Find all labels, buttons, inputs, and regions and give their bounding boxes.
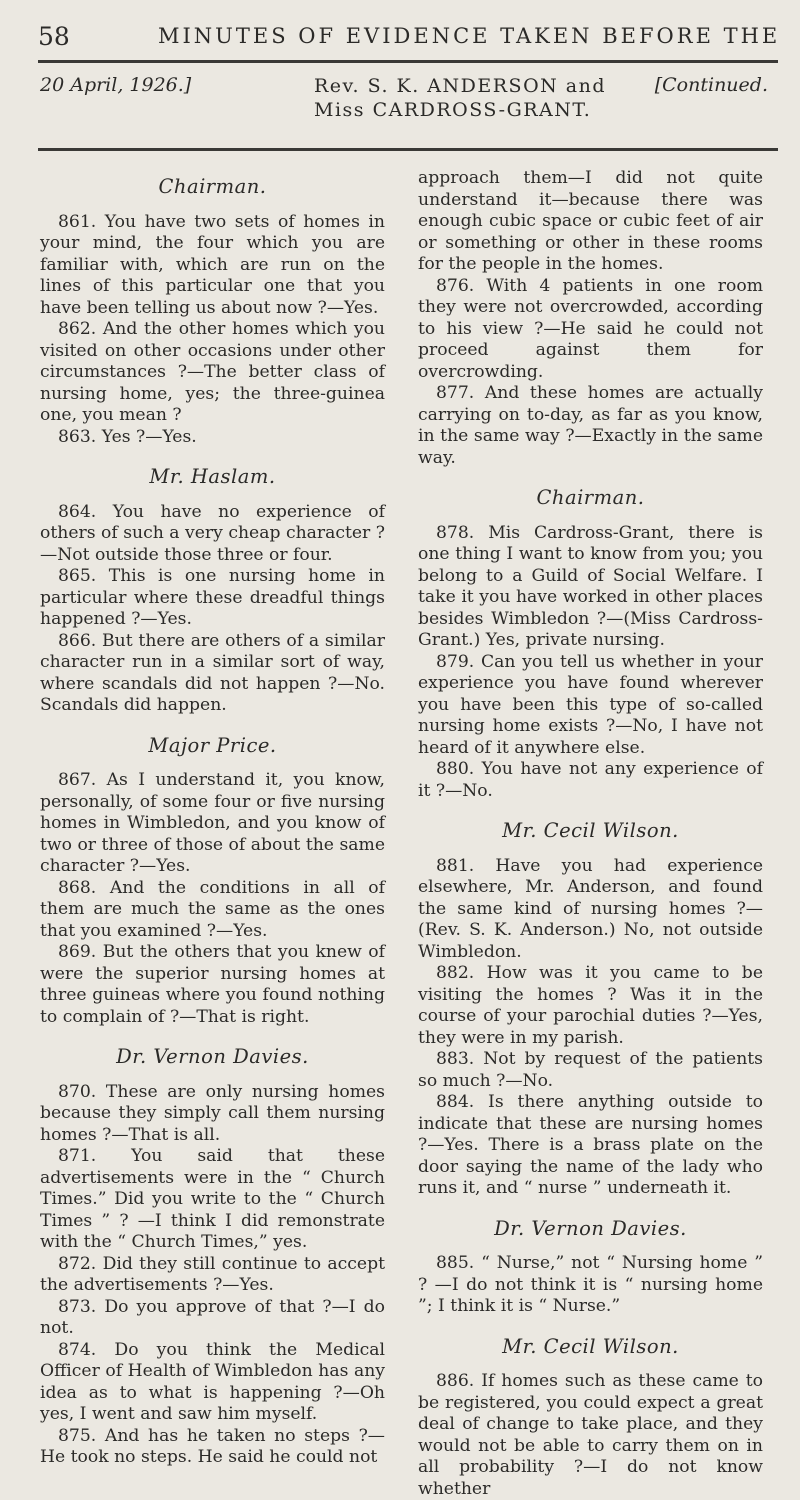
page-number: 58 [38,22,70,51]
qa-paragraph: 870. These are only nursing homes because they simply call them nursing homes ?—That is all. [40,1081,385,1145]
speaker-heading: Major Price. [148,733,277,757]
speaker-heading: Mr. Cecil Wilson. [502,1334,679,1358]
qa-paragraph: 863. Yes ?—Yes. [58,426,197,447]
qa-paragraph: 876. With 4 patients in one room they were not overcrowded, according to his view ?—He said he could not proceed against them for overcrowding. [418,275,763,382]
continued-label: [Continued. [654,74,768,96]
qa-paragraph: 874. Do you think the Medical Officer of Health of Wimbledon has any idea as to what is happening ?—Oh yes, I went and saw him myself. [40,1339,385,1424]
running-title: MINUTES OF EVIDENCE TAKEN BEFORE THE [158,24,781,48]
witness-line-2: Miss CARDROSS-GRANT. [314,99,592,121]
qa-paragraph: 886. If homes such as these came to be registered, you could expect a great deal of change to take place, and they would not be able to carry them on in all probability ?—I do not know whether [418,1371,763,1499]
header-rule [38,60,778,63]
speaker-heading: Chairman. [158,175,267,198]
qa-paragraph: 879. Can you tell us whether in your experience you have found wherever you have been this type of so-called nursing home exists ?—No, I have not heard of it anywhere else. [418,651,763,758]
qa-paragraph: 885. “ Nurse,” not “ Nursing home ” ? —I do not think it is “ nursing home ”; I think it is “ Nurse.” [418,1253,763,1316]
qa-paragraph: 867. As I understand it, you know, personally, of some four or five nursing homes in Wimbledon, and you know of two or three of those of about the same character ?—Yes. [40,770,385,876]
qa-paragraph: 871. You said that these advertisements were in the “ Church Times.” Did you write to the “ Church Times ” ? —I think I did remonstrate with the “ Church Times,” yes. [40,1146,385,1252]
speaker-heading: Chairman. [536,486,645,509]
qa-paragraph: 880. You have not any experience of it ?—No. [418,759,763,801]
qa-paragraph: 861. You have two sets of homes in your mind, the four which you are familiar with, which are run on the lines of this particular one that you have been telling us about now ?—Yes. [40,211,385,318]
qa-paragraph: 883. Not by request of the patients so much ?—No. [418,1049,763,1091]
speaker-heading: Dr. Vernon Davies. [116,1045,309,1068]
qa-paragraph: 862. And the other homes which you visited on other occasions under other circumstances ?—The better class of nursing home, yes; the three-guinea one, you mean ? [40,319,385,425]
qa-paragraph: 875. And has he taken no steps ?—He took no steps. He said he could not [40,1425,385,1467]
qa-paragraph: 864. You have no experience of others of such a very cheap character ?—Not outside those three or four. [40,501,385,565]
subheader-rule [38,148,778,151]
right-column [418,168,763,1500]
qa-paragraph: 866. But there are others of a similar character run in a similar sort of way, where scandals did not happen ?—No. Scandals did happen. [40,630,385,715]
speaker-heading: Dr. Vernon Davies. [494,1216,687,1240]
qa-paragraph: 882. How was it you came to be visiting the homes ? Was it in the course of your parochial duties ?—Yes, they were in my parish. [418,963,763,1048]
qa-paragraph: 881. Have you had experience elsewhere, Mr. Anderson, and found the same kind of nursing homes ?—(Rev. S. K. Anderson.) No, not outside Wimbledon. [418,855,763,962]
qa-paragraph: 877. And these homes are actually carrying on to-day, as far as you know, in the same way ?—Exactly in the same way. [418,383,763,468]
qa-paragraph: 873. Do you approve of that ?—I do not. [40,1296,385,1338]
hearing-date: 20 April, 1926.] [40,74,192,96]
witness-names [314,74,684,122]
qa-paragraph: 884. Is there anything outside to indicate that these are nursing homes ?—Yes. There is a brass plate on the door saying the name of the lady who runs it, and “ nurse ” underneath it. [418,1092,763,1198]
witness-line-1: Rev. S. K. ANDERSON and [314,75,607,97]
subheader [38,68,778,130]
running-head [38,22,781,58]
speaker-heading: Mr. Haslam. [149,465,276,488]
speaker-heading: Mr. Cecil Wilson. [502,819,679,842]
qa-paragraph: 878. Mis Cardross-Grant, there is one thing I want to know from you; you belong to a Guild of Social Welfare. I take it you have worked in other places besides Wimbledon ?—(Miss Cardross-Grant.) Yes, private nursing. [418,522,763,650]
left-column [40,168,385,1469]
qa-paragraph: 869. But the others that you knew of were the superior nursing homes at three guineas where you found nothing to complain of ?—That is right. [40,942,385,1027]
qa-paragraph: 865. This is one nursing home in particular where these dreadful things happened ?—Yes. [40,566,385,629]
qa-paragraph: 868. And the conditions in all of them are much the same as the ones that you examined ?—Yes. [40,877,385,941]
qa-paragraph: 872. Did they still continue to accept the advertisements ?—Yes. [40,1253,385,1295]
qa-paragraph: approach them—I did not quite understand it—because there was enough cubic space or cubic feet of air or something or other in these rooms for the people in the homes. [418,168,763,274]
